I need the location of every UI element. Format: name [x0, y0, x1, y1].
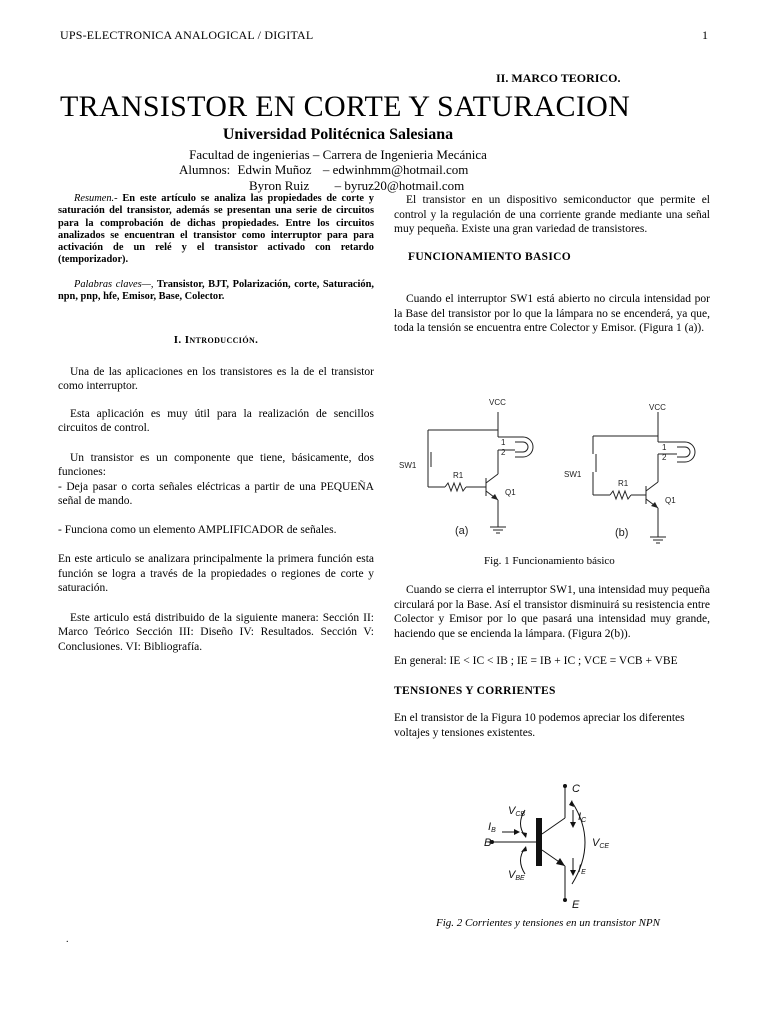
resistor-r1	[445, 483, 466, 491]
label-ic: IC	[578, 811, 587, 824]
base-bar	[536, 818, 542, 866]
paper-title: TRANSISTOR EN CORTE Y SATURACION	[60, 90, 631, 123]
q1-label-a: Q1	[505, 488, 516, 497]
left-column	[58, 193, 374, 654]
faculty-line: Facultad de ingenierias – Carrera de Ingenieria Mecánica	[189, 147, 487, 162]
author-email: – edwinhmm@hotmail.com	[322, 162, 469, 177]
vcc-label-b: VCC	[649, 403, 666, 412]
emitter-arrowhead	[556, 858, 565, 866]
transistor-collector	[486, 474, 498, 483]
authors-label: Alumnos:	[179, 162, 231, 177]
emitter-terminal	[563, 898, 567, 902]
right-column	[394, 193, 710, 336]
funcionamiento-paragraph: Cuando el interruptor SW1 está abierto no circula intensidad por la Base del transistor por lo que la lámpara no se encenderá, ya que, toda la tensión se encuentra entre Colector y Emisor. (Figura 1 (a)).	[394, 293, 710, 334]
university-name: Universidad Politécnica Salesiana	[222, 126, 454, 143]
pin-2-a: 2	[501, 448, 506, 457]
right-column-lower	[394, 583, 710, 740]
label-b: B	[484, 837, 492, 849]
footer-mark: .	[66, 934, 69, 945]
lamp-a	[515, 437, 533, 457]
emitter-arrow	[491, 494, 498, 500]
marco-paragraph: El transistor en un dispositivo semiconductor que permite el control y la regulación de una corriente grande mediante una señal muy pequeña. Existe una gran variedad de transistores.	[394, 194, 710, 235]
intro-paragraph: Una de las aplicaciones en los transistores es la de el transistor como interruptor.	[58, 365, 374, 393]
pin-2-b: 2	[662, 453, 667, 462]
vcb-arrowhead	[521, 832, 527, 838]
funcionamiento-heading: FUNCIONAMIENTO BASICO	[408, 250, 571, 263]
author-name: Edwin Muñoz	[237, 162, 312, 177]
label-b: (b)	[615, 527, 629, 539]
emitter-arrow	[651, 502, 658, 508]
resistor-r1	[610, 491, 631, 499]
collector-line	[542, 818, 565, 834]
label-e: E	[572, 899, 580, 911]
author-line-1	[179, 162, 468, 178]
abstract	[58, 193, 374, 267]
lamp-b	[677, 442, 695, 462]
sw1-label-b: SW1	[564, 470, 582, 479]
pin-1-a: 1	[501, 438, 506, 447]
ie-arrowhead	[570, 870, 576, 876]
tensiones-paragraph: En el transistor de la Figura 10 podemos apreciar los diferentes voltajes y tensiones existentes.	[394, 712, 685, 739]
intro-paragraph: Esta aplicación es muy útil para la realización de sencillos circuitos de control.	[58, 407, 374, 435]
intro-heading: I. Introducción.	[173, 334, 259, 347]
figure-2-caption: Fig. 2 Corrientes y tensiones en un transistor NPN	[436, 917, 660, 929]
ib-arrowhead	[514, 829, 520, 835]
intro-paragraph: En este articulo se analizara principalmente la primera función esta función se logra a través de la propiedades o regiones de corte y saturación.	[58, 553, 374, 595]
abstract-text: En este artículo se analiza las propiedades de corte y saturación del transistor, además se presentan una serie de circuitos para la comprobación de dichas propiedades. Entre los circuitos analizados se encuentran el transistor como interruptor para para activación de un relé y el transistor activado con retardo (temporizador).	[58, 193, 374, 266]
intro-paragraph: Este articulo está distribuido de la siguiente manera: Sección II: Marco Teórico Sección III: Diseño IV: Resultados. Sección V: Conclusiones. VI: Bibliografía.	[58, 611, 374, 653]
r1-label-a: R1	[453, 471, 464, 480]
keywords-text: Transistor, BJT, Polarización, corte, Saturación, npn, pnp, hfe, Emisor, Base, Colector.	[58, 278, 374, 303]
author-name: Byron Ruiz	[249, 178, 310, 193]
saturation-paragraph: Cuando se cierra el interruptor SW1, una intensidad muy pequeña circulará por la Base. Así el transistor disminuirá su resistencia entre Colector y Emisor por lo que pasará una intensidad muy grande, haciendo que se encienda la lámpara. (Figura 2(b)).	[394, 584, 710, 640]
running-header: UPS-ELECTRONICA ANALOGICAL / DIGITAL	[60, 28, 314, 42]
pin-1-b: 1	[662, 443, 667, 452]
label-vbe: VBE	[508, 869, 525, 882]
figure-1-caption: Fig. 1 Funcionamiento básico	[484, 555, 615, 567]
figure-2-npn-transistor	[480, 780, 630, 912]
keywords-label: Palabras claves—,	[74, 278, 154, 290]
keywords	[58, 279, 374, 304]
label-vce: VCE	[592, 837, 610, 850]
author-line-2	[249, 178, 464, 194]
sw1-label-a: SW1	[399, 461, 417, 470]
transistor-collector	[646, 482, 658, 491]
intro-paragraph: - Funciona como un elemento AMPLIFICADOR de señales.	[58, 523, 337, 536]
q1-label-b: Q1	[665, 496, 676, 505]
lamp-a	[515, 442, 528, 452]
label-vcb: VCB	[508, 805, 526, 818]
vcc-label-a: VCC	[489, 398, 506, 407]
intro-paragraph: Un transistor es un componente que tiene, básicamente, dos funciones:	[58, 451, 374, 479]
vbe-arrowhead	[521, 846, 527, 852]
ic-arrowhead	[570, 822, 576, 828]
current-formula: En general: IE < IC < IB ; IE = IB + IC ; VCE = VCB + VBE	[394, 655, 678, 667]
label-ib: IB	[488, 821, 496, 834]
author-email: – byruz20@hotmail.com	[334, 178, 465, 193]
label-a: (a)	[455, 525, 469, 537]
section-2-heading: II. MARCO TEORICO.	[496, 71, 621, 85]
figure-1-circuits	[395, 392, 710, 550]
tensiones-heading: TENSIONES Y CORRIENTES	[394, 684, 556, 697]
abstract-label: Resumen.-	[74, 193, 118, 204]
label-ie: IE	[578, 863, 586, 876]
label-c: C	[572, 783, 580, 795]
lamp-b	[677, 447, 690, 457]
collector-terminal	[563, 784, 567, 788]
intro-paragraph: - Deja pasar o corta señales eléctricas a partir de una PEQUEÑA señal de mando.	[58, 480, 374, 508]
page-number: 1	[702, 28, 709, 42]
r1-label-b: R1	[618, 479, 629, 488]
